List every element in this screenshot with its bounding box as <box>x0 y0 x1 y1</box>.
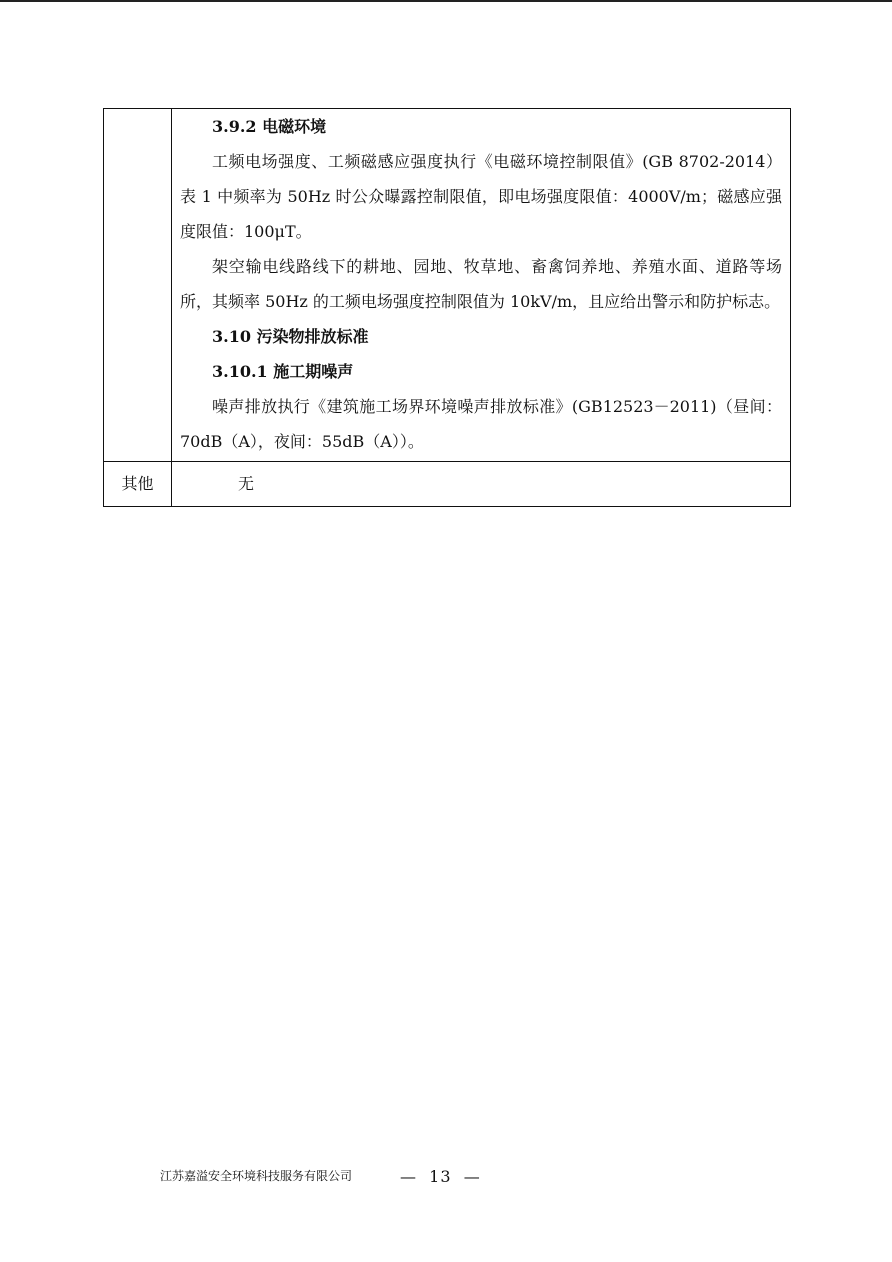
top-border-line <box>0 0 892 2</box>
table-row <box>104 462 791 507</box>
standards-table <box>103 108 791 507</box>
other-value-cell: 无 <box>172 462 791 507</box>
other-label-cell: 其他 <box>104 462 172 507</box>
content-cell <box>172 109 791 462</box>
content-block <box>172 109 790 461</box>
section-heading-3-9-2: 3.9.2 电磁环境 <box>212 117 327 136</box>
paragraph-emf-limits: 工频电场强度、工频磁感应强度执行《电磁环境控制限值》(GB 8702-2014）表 1 中频率为 50Hz 时公众曝露控制限值，即电场强度限值：4000V/m；磁感应强度限值：100μT。 <box>180 152 782 241</box>
page-footer <box>160 1165 560 1189</box>
section-heading-3-10: 3.10 污染物排放标准 <box>212 327 369 346</box>
paragraph-noise-standard: 噪声排放执行《建筑施工场界环境噪声排放标准》(GB12523－2011)（昼间：70dB（A），夜间：55dB（A））。 <box>180 397 782 451</box>
table-row <box>104 109 791 462</box>
section-heading-3-10-1: 3.10.1 施工期噪声 <box>212 362 354 381</box>
empty-label-cell <box>104 109 172 462</box>
footer-company-name: 江苏嘉溢安全环境科技服务有限公司 <box>160 1169 353 1183</box>
paragraph-overhead-line-limits: 架空输电线路线下的耕地、园地、牧草地、畜禽饲养地、养殖水面、道路等场所，其频率 50Hz 的工频电场强度控制限值为 10kV/m，且应给出警示和防护标志。 <box>180 257 782 311</box>
footer-page-number: — 13 — <box>400 1167 481 1186</box>
